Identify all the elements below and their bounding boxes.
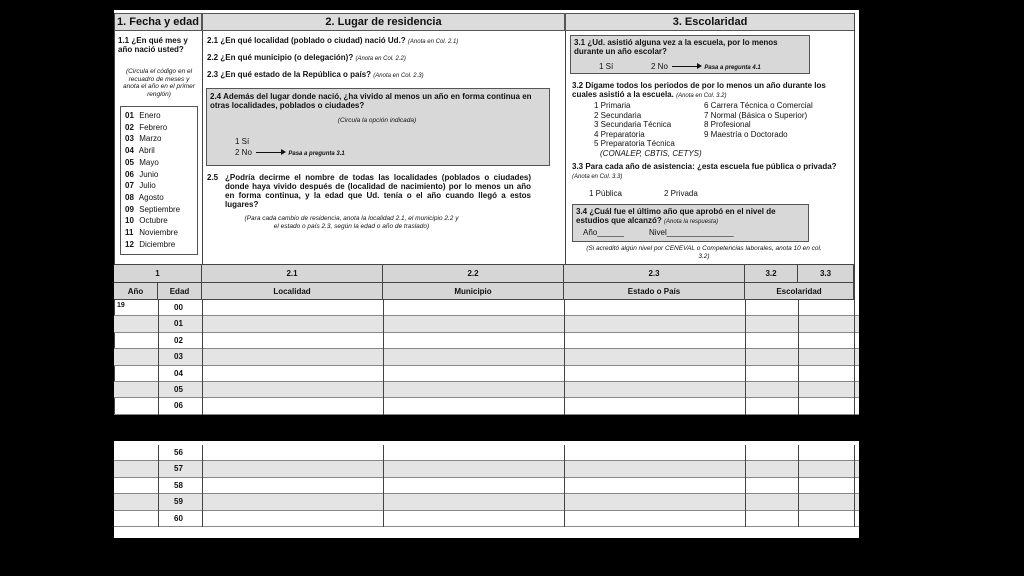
form-sheet-top: [114, 10, 859, 415]
month-name: Junio: [137, 169, 159, 179]
month-option[interactable]: [125, 180, 193, 192]
col-head-estado: Estado o País: [564, 283, 745, 299]
question-text: 2.2 ¿En qué municipio (o delegación)?: [207, 53, 354, 62]
entry-cell[interactable]: [798, 445, 854, 461]
cell-divider: [158, 511, 159, 527]
question-note: (Anota en Col. 3.3): [572, 174, 623, 180]
cell-divider: [854, 478, 855, 494]
table-row: [114, 333, 859, 349]
level-option: 8 Profesional: [704, 120, 751, 129]
question-3-2: [572, 81, 842, 101]
age-cell: 06: [174, 401, 183, 411]
entry-cell[interactable]: [745, 333, 798, 349]
month-option[interactable]: [125, 110, 193, 122]
entry-cell[interactable]: [202, 382, 383, 398]
month-code: 05: [125, 157, 134, 167]
option-si: 1 Sí: [235, 137, 250, 146]
age-cell: 03: [174, 352, 183, 362]
table-row: [114, 398, 859, 414]
entry-cell[interactable]: [745, 366, 798, 382]
question-note: (Anota en Col. 2.2): [355, 56, 406, 62]
cell-divider: [158, 300, 159, 316]
question-text: 3.2 Dígame todos los periodos de por lo menos un año durante los cuales asistió a la escuela.: [572, 81, 826, 99]
entry-cell[interactable]: [202, 349, 383, 365]
entry-cell[interactable]: [798, 461, 854, 477]
header-lugar-residencia: 2. Lugar de residencia: [202, 13, 565, 31]
col-number-2-3: 2.3: [564, 265, 745, 282]
age-cell: 05: [174, 385, 183, 394]
cell-divider: [854, 398, 855, 414]
entry-cell[interactable]: [798, 478, 854, 494]
col-number-3-3: 3.3: [798, 265, 854, 282]
entry-cell[interactable]: [798, 398, 854, 414]
entry-cell[interactable]: [383, 366, 564, 382]
table-row: [114, 478, 859, 494]
entry-cell[interactable]: [383, 333, 564, 349]
question-number: 1.1: [118, 36, 130, 45]
cell-divider: [158, 382, 159, 398]
entry-cell[interactable]: [745, 349, 798, 365]
table-row: [114, 300, 859, 316]
cell-divider: [158, 349, 159, 365]
month-name: Julio: [137, 181, 156, 191]
entry-cell[interactable]: [383, 445, 564, 461]
entry-cell[interactable]: [383, 461, 564, 477]
col-head-escolaridad: Escolaridad: [745, 283, 854, 299]
entry-cell[interactable]: [202, 333, 383, 349]
table-row: [114, 366, 859, 382]
option-no: [235, 148, 345, 160]
level-option: 4 Preparatoria: [594, 129, 645, 139]
question-2-3: [207, 70, 557, 81]
entry-cell[interactable]: [383, 478, 564, 494]
entry-cell[interactable]: [798, 333, 854, 349]
entry-cell[interactable]: [564, 333, 745, 349]
month-name: Agosto: [137, 192, 164, 202]
month-name: Abril: [137, 146, 155, 156]
entry-cell[interactable]: [202, 316, 383, 332]
entry-cell[interactable]: [564, 398, 745, 414]
entry-cell[interactable]: [564, 445, 745, 461]
entry-cell[interactable]: [202, 511, 383, 527]
cell-divider: [158, 445, 159, 461]
month-option[interactable]: [125, 215, 193, 227]
question-3-1: 3.1 ¿Ud. asistió alguna vez a la escuela, por lo menos durante un año escolar?: [574, 38, 778, 56]
entry-cell[interactable]: [564, 316, 745, 332]
cell-divider: [158, 366, 159, 382]
month-code: 06: [125, 169, 134, 179]
entry-cell[interactable]: [745, 300, 798, 316]
entry-cell[interactable]: [383, 349, 564, 365]
question-1-1: [118, 36, 200, 54]
cell-divider: [854, 494, 855, 510]
level-option: 9 Maestría o Doctorado: [704, 129, 788, 139]
month-name: Noviembre: [137, 228, 178, 238]
table-row: [114, 511, 859, 527]
col-number-1: 1: [114, 265, 202, 282]
level-option: 5 Preparatoria Técnica: [594, 139, 675, 148]
entry-cell[interactable]: [745, 398, 798, 414]
cell-divider: [854, 316, 855, 332]
year-prefix[interactable]: 19: [117, 302, 125, 309]
entry-cell[interactable]: [745, 382, 798, 398]
question-text: 2.3 ¿En qué estado de la República o país?: [207, 70, 372, 79]
age-cell: 58: [174, 480, 183, 490]
entry-cell[interactable]: [202, 445, 383, 461]
question-text: 3.4 ¿Cuál fue el último año que aprobó en el nivel de estudios que alcanzó?: [576, 207, 776, 225]
col-head-anio: Año: [114, 283, 158, 299]
level-list-left: [594, 101, 702, 158]
col-head-localidad: Localidad: [202, 283, 383, 299]
cell-divider: [158, 494, 159, 510]
data-rows-bottom: [114, 445, 859, 535]
question-2-4-box: [206, 88, 550, 166]
age-cell: 02: [174, 335, 183, 345]
month-option[interactable]: [125, 239, 193, 251]
entry-cell[interactable]: [798, 494, 854, 510]
option-no: [651, 62, 761, 74]
entry-cell[interactable]: [745, 511, 798, 527]
question-text: ¿En qué mes y año nació usted?: [118, 36, 188, 54]
cell-divider: [854, 445, 855, 461]
table-row: [114, 445, 859, 461]
entry-cell[interactable]: [114, 494, 158, 510]
age-cell: 00: [174, 303, 183, 312]
data-rows-top: [114, 300, 859, 415]
entry-cell[interactable]: [114, 349, 158, 365]
form-sheet-bottom: [114, 441, 859, 538]
divider: [202, 31, 203, 265]
question-note: (Anota en Col. 3.2): [676, 93, 727, 99]
question-note: (Anota en Col. 2.3): [373, 73, 424, 79]
arrow-right-icon: [256, 152, 284, 153]
option-privada: 2 Privada: [664, 189, 698, 198]
question-2-1: [207, 36, 557, 47]
answer-year[interactable]: Año______: [583, 228, 624, 237]
level-option: 6 Carrera Técnica o Comercial: [704, 101, 813, 110]
entry-cell[interactable]: [798, 511, 854, 527]
entry-cell[interactable]: [798, 349, 854, 365]
question-text: 3.3 Para cada año de asistencia: ¿esta escuela fue pública o privada?: [572, 162, 837, 171]
question-2-4: [210, 92, 535, 110]
month-name: Enero: [137, 111, 161, 120]
cell-divider: [158, 478, 159, 494]
month-code: 01: [125, 111, 134, 120]
month-code: 12: [125, 239, 134, 249]
question-note: (Anota en Col. 2.1): [407, 39, 459, 45]
age-cell: 01: [174, 319, 183, 329]
question-2-2: [207, 53, 557, 64]
divider: [565, 31, 566, 265]
entry-cell[interactable]: [114, 316, 158, 332]
entry-cell[interactable]: [383, 382, 564, 398]
entry-cell[interactable]: [564, 511, 745, 527]
entry-cell[interactable]: [202, 300, 383, 316]
month-option[interactable]: [125, 192, 193, 204]
month-option[interactable]: [125, 204, 193, 216]
option-label: 2 No: [651, 62, 668, 71]
question-3-3: [572, 162, 842, 182]
entry-cell[interactable]: [564, 494, 745, 510]
entry-cell[interactable]: [564, 300, 745, 316]
month-code: 02: [125, 122, 134, 132]
cell-divider: [158, 461, 159, 477]
option-label: 2 No: [235, 148, 252, 157]
age-cell: 59: [174, 497, 183, 507]
table-row: [114, 349, 859, 365]
option-si: 1 Sí: [599, 62, 614, 71]
question-note: (Para cada cambio de residencia, anota la localidad 2.1, el municipio 2.2 y el estado o país 2.3, según la edad o año de traslado): [244, 215, 459, 230]
question-number: 2.5: [207, 173, 219, 182]
cell-divider: [158, 333, 159, 349]
entry-cell[interactable]: [564, 461, 745, 477]
question-text: Además del lugar donde nació, ¿ha vivido al menos un año en forma continua en otras localidades, poblados o ciudades?: [210, 92, 532, 110]
question-note: (Anota la respuesta): [664, 219, 719, 225]
question-text: 2.1 ¿En qué localidad (poblado o ciudad) nació Ud.?: [207, 36, 406, 45]
header-escolaridad: 3. Escolaridad: [565, 13, 855, 31]
skip-instruction: Pasa a pregunta 4.1: [704, 65, 761, 71]
question-3-4-box: [572, 204, 809, 242]
entry-cell[interactable]: [745, 494, 798, 510]
cell-divider: [854, 349, 855, 365]
entry-cell[interactable]: [798, 382, 854, 398]
age-cell: 56: [174, 448, 183, 457]
entry-cell[interactable]: [202, 366, 383, 382]
level-option: 7 Normal (Básica o Superior): [704, 110, 808, 120]
col-number-2-2: 2.2: [383, 265, 564, 282]
table-row: [114, 382, 859, 398]
entry-cell[interactable]: [114, 478, 158, 494]
month-option[interactable]: [125, 169, 193, 181]
month-option[interactable]: [125, 122, 193, 134]
entry-cell[interactable]: [564, 366, 745, 382]
table-row: [114, 461, 859, 477]
cell-divider: [158, 398, 159, 414]
cell-divider: [854, 366, 855, 382]
cell-divider: [854, 511, 855, 527]
month-name: Octubre: [137, 216, 168, 226]
table-row: [114, 316, 859, 332]
answer-level[interactable]: Nivel_______________: [649, 228, 734, 237]
month-code: 04: [125, 146, 134, 156]
months-box: [120, 106, 198, 255]
entry-cell[interactable]: [564, 349, 745, 365]
months-list: [125, 110, 193, 250]
entry-cell[interactable]: [745, 461, 798, 477]
level-option: 1 Primaria: [594, 101, 631, 110]
question-3-1-box: [570, 35, 810, 74]
question-2-5: ¿Podría decirme el nombre de todas las localidades (poblados o ciudades) donde haya vivido después de (localidad de nacimiento) por lo menos un año en forma continua, y la edad que Ud. tenía o el año cuando llegó a estos lugares?: [225, 173, 531, 209]
level-list-right: [704, 101, 813, 139]
entry-cell[interactable]: [383, 300, 564, 316]
entry-cell[interactable]: [383, 511, 564, 527]
month-code: 11: [125, 228, 134, 238]
month-option[interactable]: [125, 133, 193, 145]
table-row: [114, 494, 859, 510]
entry-cell[interactable]: [798, 316, 854, 332]
month-code: 10: [125, 216, 134, 226]
cell-divider: [158, 316, 159, 332]
entry-cell[interactable]: [114, 461, 158, 477]
entry-cell[interactable]: [202, 478, 383, 494]
age-cell: 60: [174, 513, 183, 523]
entry-cell[interactable]: [383, 494, 564, 510]
month-instruction: (Circula el código en el recuadro de meses y anota el año en el primer renglón): [123, 68, 195, 98]
entry-cell[interactable]: [114, 382, 158, 398]
cell-divider: [854, 461, 855, 477]
entry-cell[interactable]: [383, 316, 564, 332]
col-head-municipio: Municipio: [383, 283, 564, 299]
col-number-3-2: 3.2: [745, 265, 798, 282]
entry-cell[interactable]: [383, 398, 564, 414]
option-publica: 1 Pública: [589, 189, 622, 198]
month-name: Marzo: [137, 134, 162, 144]
month-option[interactable]: [125, 157, 193, 169]
level-option: 2 Secundaria: [594, 110, 642, 120]
question-3-4: [576, 207, 806, 227]
col-head-edad: Edad: [158, 283, 202, 299]
month-code: 07: [125, 181, 134, 191]
month-name: Febrero: [137, 122, 168, 132]
entry-cell[interactable]: [798, 300, 854, 316]
entry-cell[interactable]: [798, 366, 854, 382]
cell-divider: [854, 382, 855, 398]
entry-cell[interactable]: [114, 445, 158, 461]
entry-cell[interactable]: [114, 366, 158, 382]
entry-cell[interactable]: [745, 316, 798, 332]
entry-cell[interactable]: [564, 478, 745, 494]
level-option: (CONALEP, CBTIS, CETYS): [600, 148, 702, 158]
month-name: Mayo: [137, 157, 159, 167]
question-note: (Circula la opción indicada): [337, 117, 417, 124]
month-code: 08: [125, 192, 134, 202]
entry-cell[interactable]: [202, 494, 383, 510]
month-option[interactable]: [125, 227, 193, 239]
cell-divider: [854, 333, 855, 349]
entry-cell[interactable]: [745, 478, 798, 494]
age-cell: 04: [174, 368, 183, 378]
entry-cell[interactable]: [564, 382, 745, 398]
month-option[interactable]: [125, 145, 193, 157]
entry-cell[interactable]: [114, 333, 158, 349]
age-cell: 57: [174, 464, 183, 474]
col-number-2-1: 2.1: [202, 265, 383, 282]
entry-cell[interactable]: [114, 398, 158, 414]
level-option: 3 Secundaria Técnica: [594, 120, 672, 129]
entry-cell[interactable]: [745, 445, 798, 461]
question-3-4-footnote: (Si acreditó algún nivel por CENEVAL o Competencias laborales, anota 10 en col. 3.2): [586, 245, 822, 260]
header-fecha-edad: 1. Fecha y edad: [114, 13, 202, 31]
entry-cell[interactable]: [202, 461, 383, 477]
month-code: 09: [125, 204, 134, 214]
arrow-right-icon: [672, 66, 700, 67]
entry-cell[interactable]: [114, 511, 158, 527]
month-name: Septiembre: [137, 204, 181, 214]
entry-cell[interactable]: [202, 398, 383, 414]
skip-instruction: Pasa a pregunta 3.1: [288, 151, 345, 157]
month-code: 03: [125, 134, 134, 144]
month-name: Diciembre: [137, 239, 176, 249]
cell-divider: [854, 300, 855, 316]
question-number: 2.4: [210, 92, 222, 101]
